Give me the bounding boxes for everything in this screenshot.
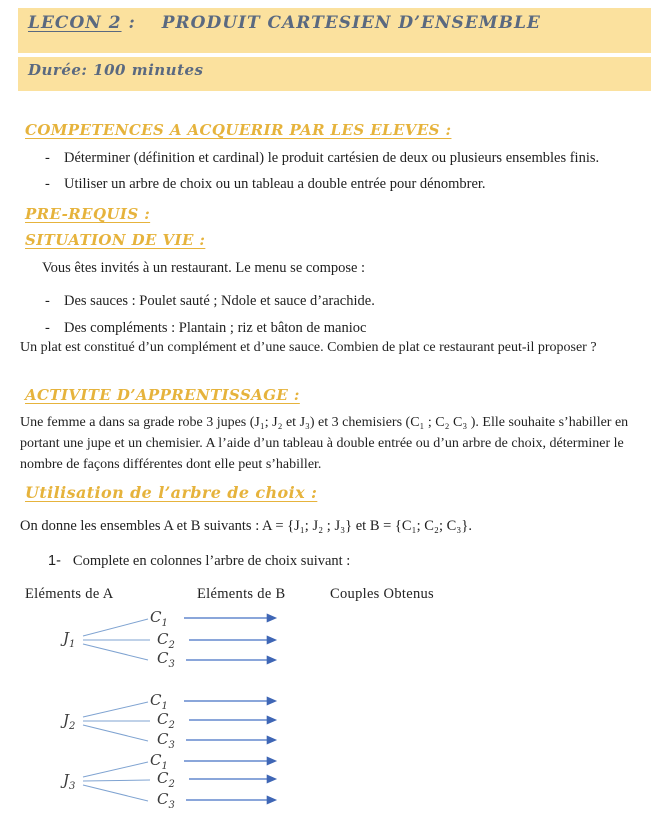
duration-band [18,57,651,91]
node-subscript: 1 [161,701,168,712]
list-dash [45,293,64,310]
node-subscript: 1 [161,618,168,629]
competence-item-text: Utiliser un arbre de choix ou un tableau a double entrée pour dénombrer. [64,176,486,192]
situation-question: Un plat est constitué d’un complément et d’une sauce. Combien de plat ce restaurant peut-il proposer ? [20,340,597,355]
duration-text: Durée: 100 minutes [28,61,204,79]
heading-activite: ACTIVITE D’APPRENTISSAGE : [25,386,300,404]
node-letter: C [150,751,162,769]
tree-node-j2 [63,711,76,732]
situation-item [45,320,366,337]
tree-node-j2-c3 [157,730,175,751]
competence-item [45,150,599,167]
competence-item [45,176,486,193]
tree-node-j3 [63,771,76,792]
node-letter: C [150,608,162,626]
list-dash [45,150,64,167]
node-subscript: 3 [168,740,175,751]
node-letter: J [63,771,70,789]
step-text: Complete en colonnes l’arbre de choix suivant : [72,553,351,569]
tree-node-j2-c1 [150,691,168,712]
tree-node-j1-c3 [157,649,175,670]
list-dash [45,176,64,193]
node-subscript: 2 [168,720,175,731]
column-header-elements-a: Eléments de A [25,586,114,602]
lesson-name: PRODUIT CARTESIEN D’ENSEMBLE [161,13,541,33]
situation-intro: Vous êtes invités à un restaurant. Le menu se compose : [42,260,366,276]
competence-item-text: Déterminer (définition et cardinal) le produit cartésien de deux ou plusieurs ensembles finis. [64,150,600,166]
node-letter: C [157,649,169,667]
step-number: 1- [48,553,61,569]
node-subscript: 2 [168,640,175,651]
choice-tree [0,603,460,818]
heading-situation: SITUATION DE VIE : [25,231,206,249]
activite-paragraph: Une femme a dans sa grade robe 3 jupes (J₁; J₂ et J₃) et 3 chemisiers (C₁ ; C₂ C₃ ). Elle souhaite s’habiller en portant une jupe et un chemisier. A l’aide d’un tableau à double entrée ou d’un arbre de choix, déterminer le nombre de façons différentes dont elle peut s’habiller. [20,415,629,472]
node-letter: J [63,711,70,729]
node-subscript: 1 [69,639,76,650]
tree-node-j3-c3 [157,790,175,811]
tree-node-j3-c1 [150,751,168,772]
node-letter: C [157,769,169,787]
node-subscript: 3 [69,781,76,792]
tree-node-j3-c2 [157,769,175,790]
title-band [18,8,651,53]
node-subscript: 2 [168,779,175,790]
node-subscript: 3 [168,800,175,811]
tree-node-j2-c2 [157,710,175,731]
tree-node-j1 [63,629,76,650]
column-header-couples-obtenus: Couples Obtenus [330,586,434,602]
node-letter: C [157,710,169,728]
node-subscript: 3 [168,659,175,670]
node-subscript: 1 [161,761,168,772]
title-colon: : [128,13,136,33]
node-letter: J [63,629,70,647]
lesson-number: LECON 2 [28,13,122,33]
heading-competences: COMPETENCES A ACQUERIR PAR LES ELEVES : [25,121,452,139]
node-letter: C [150,691,162,709]
lesson-title [28,13,541,33]
tree-node-j1-c1 [150,608,168,629]
situation-item-text: Des compléments : Plantain ; riz et bâton de manioc [64,320,367,336]
node-letter: C [157,730,169,748]
node-letter: C [157,790,169,808]
heading-arbre-de-choix: Utilisation de l’arbre de choix : [25,483,318,502]
node-letter: C [157,630,169,648]
heading-prerequis: PRE-REQUIS : [25,205,151,223]
node-subscript: 2 [69,721,76,732]
tree-node-j1-c2 [157,630,175,651]
column-header-elements-b: Eléments de B [197,586,286,602]
ensembles-line: On donne les ensembles A et B suivants : A = {J₁; J₂ ; J₃} et B = {C₁; C₂; C₃}. [20,518,472,534]
step-line [48,553,350,570]
situation-item [45,293,375,310]
list-dash [45,320,64,337]
situation-item-text: Des sauces : Poulet sauté ; Ndole et sauce d’arachide. [64,293,375,309]
